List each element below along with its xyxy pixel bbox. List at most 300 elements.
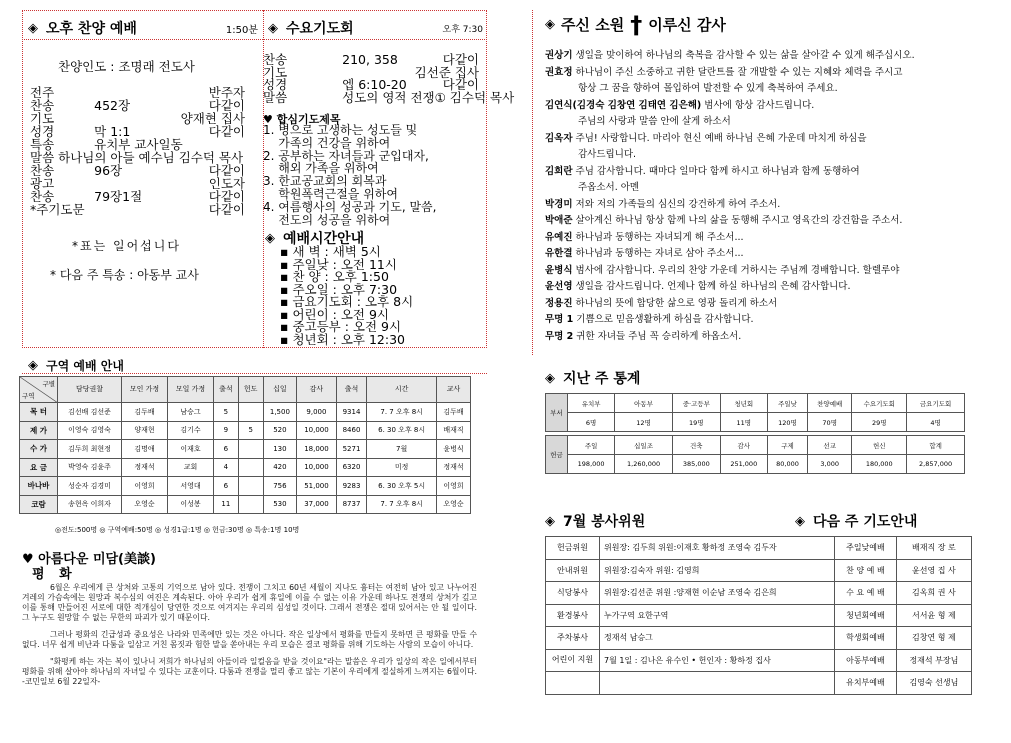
stats-cell: 251,000 bbox=[720, 455, 767, 474]
essay-body bbox=[22, 583, 477, 694]
order-right: 다같이 bbox=[442, 77, 479, 92]
volunteer-row bbox=[546, 627, 972, 650]
stats-cell: 2,857,000 bbox=[907, 455, 965, 474]
topic-line: 전도의 성공을 위하여 bbox=[263, 212, 391, 227]
order-right: 다같이 bbox=[208, 189, 245, 204]
order-label: 찬송 bbox=[30, 189, 55, 204]
topic-line: 학원폭력근절을 위하여 bbox=[263, 186, 398, 201]
zone-cell: 6. 30 오후 5시 bbox=[367, 477, 437, 496]
order-label: 광고 bbox=[30, 176, 55, 191]
essay-heading: ♥ 아름다운 미담(美談) bbox=[22, 552, 156, 567]
zone-col-header: 담당권찰 bbox=[58, 377, 122, 403]
stats-cell: 11명 bbox=[720, 413, 767, 432]
zone-name: 코람 bbox=[20, 495, 58, 514]
volunteer-desc bbox=[600, 672, 835, 695]
nextpray-person: 김창연 형 제 bbox=[896, 627, 971, 650]
stats-cell: 수요기도회 bbox=[852, 394, 907, 413]
zone-cell: 송현옥 이희자 bbox=[58, 495, 122, 514]
order-line bbox=[30, 203, 245, 216]
stats-cell: 6명 bbox=[568, 413, 615, 432]
stats-cell: 80,000 bbox=[767, 455, 807, 474]
stats-cell: 198,000 bbox=[568, 455, 615, 474]
order-label: 찬송 bbox=[263, 52, 288, 67]
order-middle: 452장 bbox=[94, 98, 131, 113]
topic-line: 가족의 건강을 위하여 bbox=[263, 135, 391, 150]
zone-col-header: 감사 bbox=[297, 377, 337, 403]
bullet-icon: ▪ bbox=[280, 331, 293, 347]
zone-row bbox=[20, 421, 471, 440]
zone-cell: 51,000 bbox=[297, 477, 337, 496]
prayer-item bbox=[545, 114, 985, 131]
next-special: * 다음 주 특송 : 아동부 교사 bbox=[50, 268, 199, 282]
prayer-text: 하나님의 뜻에 합당한 삶으로 영광 돌리게 하소서 bbox=[575, 297, 778, 309]
zone-cell: 배재직 bbox=[437, 421, 471, 440]
zone-cell bbox=[238, 403, 263, 422]
prayer-item bbox=[545, 81, 985, 98]
prayer-item bbox=[545, 246, 985, 263]
afternoon-underline bbox=[22, 39, 263, 40]
volunteer-table bbox=[545, 536, 972, 695]
zone-cell: 이영희 bbox=[437, 477, 471, 496]
schedule-text: 청년회 : 오후 12:30 bbox=[292, 331, 405, 347]
schedule-text: 새 벽 : 새벽 5시 bbox=[292, 244, 381, 259]
zone-corner bbox=[20, 377, 58, 403]
zone-name: 바나바 bbox=[20, 477, 58, 496]
prayer-item bbox=[545, 48, 985, 65]
prayer-name: 김희란 bbox=[545, 165, 573, 177]
stats-cell: 청년회 bbox=[720, 394, 767, 413]
stats-cell: 금요기도회 bbox=[907, 394, 965, 413]
prayer-name: 무명 1 bbox=[545, 314, 574, 325]
nextpray-service: 주일낮예배 bbox=[835, 537, 897, 560]
volunteer-role: 식당봉사 bbox=[546, 582, 600, 605]
stats-cell: 찬양예배 bbox=[808, 394, 852, 413]
diamond-icon: ◈ bbox=[268, 20, 278, 36]
prayer-item bbox=[545, 98, 985, 115]
order-right: 다같이 bbox=[208, 98, 245, 113]
order-label: 기도 bbox=[263, 64, 288, 80]
stats-cell: 29명 bbox=[852, 413, 907, 432]
prayer-text: 범사에 감사합니다. 우리의 찬양 가운데 거하시는 주님께 경배합니다. 할렐루야 bbox=[575, 264, 900, 276]
prayer-text: 생일을 맞이하여 하나님의 축복을 감사할 수 있는 삶을 살아갈 수 있게 해주십시오. bbox=[575, 50, 915, 61]
prayer-text: 주님의 사랑과 말씀 안에 살게 하소서 bbox=[578, 116, 731, 127]
prayer-item bbox=[545, 213, 985, 230]
stats-cell: 19명 bbox=[672, 413, 720, 432]
nextpray-service: 찬 양 예 배 bbox=[835, 559, 897, 582]
volunteer-role: 안내위원 bbox=[546, 559, 600, 582]
stats-row bbox=[546, 394, 965, 413]
afternoon-header bbox=[28, 18, 258, 38]
order-label: 특송 bbox=[30, 137, 55, 152]
prayer-text: 기쁨으로 믿음생활하게 하심을 감사합니다. bbox=[576, 314, 754, 325]
zone-cell: 이영숙 김영숙 bbox=[58, 421, 122, 440]
wednesday-title: 수요기도회 bbox=[286, 21, 354, 37]
order-right: 인도자 bbox=[208, 176, 245, 191]
zone-cell: 미정 bbox=[367, 458, 437, 477]
topic-line: 3. 한교공교회의 회복과 bbox=[263, 174, 387, 189]
zone-cell: 8460 bbox=[336, 421, 367, 440]
stand-note: *표는 일어섭니다 bbox=[72, 239, 181, 253]
order-label: 찬송 bbox=[30, 163, 55, 178]
zone-cell bbox=[238, 440, 263, 459]
stats-cell: 유치부 bbox=[568, 394, 615, 413]
stats-cell: 4명 bbox=[907, 413, 965, 432]
stats-cell: 1,260,000 bbox=[615, 455, 673, 474]
prayer-text: 하나님과 동행하는 자녀되게 해 주소서... bbox=[575, 231, 744, 243]
corner-bottom: 구역 bbox=[22, 392, 35, 400]
nextpray-service: 아동부예배 bbox=[835, 649, 897, 672]
zone-cell: 오영순 bbox=[437, 495, 471, 514]
order-label: 전주 bbox=[30, 85, 55, 100]
prayer-topics bbox=[263, 124, 483, 226]
topic-line: 4. 여름행사의 성공과 기도, 말씀, bbox=[263, 199, 437, 214]
volunteer-desc: 위원장:김숙자 위원: 김영희 bbox=[600, 559, 835, 582]
zone-cell: 6 bbox=[213, 440, 238, 459]
prayer-name: 무명 2 bbox=[545, 330, 574, 342]
prayer-title-a: 주신 소원 bbox=[561, 16, 625, 34]
bullet-icon: ▪ bbox=[280, 269, 293, 284]
order-label: 성경 bbox=[30, 124, 55, 139]
zone-cell: 18,000 bbox=[297, 440, 337, 459]
prayer-text: 생일을 감사드립니다. 언제나 함께 하실 하나님의 은혜 감사합니다. bbox=[575, 281, 851, 292]
topic-line: 2. 공부하는 자녀들과 군입대자, bbox=[263, 148, 429, 163]
stats-cell: 감사 bbox=[720, 436, 767, 455]
volunteer-role: 주차봉사 bbox=[546, 627, 600, 650]
prayer-name: 유예진 bbox=[545, 231, 573, 243]
zone-cell: 9314 bbox=[336, 403, 367, 422]
order-middle: 유치부 교사일동 bbox=[94, 137, 183, 152]
order-middle: 79장1절 bbox=[94, 189, 143, 204]
prayer-item bbox=[545, 263, 985, 280]
afternoon-time: 1:50분 bbox=[225, 24, 258, 36]
topics-title: ♥ 합심기도제목 bbox=[263, 113, 341, 126]
zone-cell: 7. 7 오후 8시 bbox=[367, 495, 437, 514]
diamond-icon: ◈ bbox=[545, 17, 555, 32]
zone-col-header: 모인 가정 bbox=[122, 377, 168, 403]
volunteer-desc: 위원장: 김두희 위원:이재호 황하정 조영숙 김두자 bbox=[600, 537, 835, 560]
prayer-item bbox=[545, 180, 985, 197]
zone-cell: 교회 bbox=[168, 458, 214, 477]
order-label: 성경 bbox=[263, 77, 288, 92]
prayer-text: 항상 그 꿈을 향하여 몰입하여 발전할 수 있게 축복하여 주세요. bbox=[578, 83, 838, 94]
prayer-name: 권효정 bbox=[545, 66, 573, 78]
volunteer-desc: 정재석 남승그 bbox=[600, 627, 835, 650]
stats-cell: 아동부 bbox=[615, 394, 673, 413]
zone-col-header: 시간 bbox=[367, 377, 437, 403]
diamond-icon: ◈ bbox=[28, 358, 38, 373]
order-right: 다같이 bbox=[442, 52, 479, 67]
volunteer-role: 어린이 지원 bbox=[546, 649, 600, 672]
afternoon-leader: 찬양인도 : 조명래 전도사 bbox=[58, 59, 195, 74]
prayer-title-b: 이루신 감사 bbox=[648, 16, 726, 34]
zone-cell bbox=[238, 495, 263, 514]
order-right: 다같이 bbox=[208, 163, 245, 178]
stats-cell: 385,000 bbox=[672, 455, 720, 474]
zone-cell: 양재현 bbox=[122, 421, 168, 440]
schedule-text: 어린이 : 오전 9시 bbox=[292, 306, 389, 322]
stats-row bbox=[546, 436, 965, 455]
prayer-item bbox=[545, 279, 985, 296]
zone-cell: 김선배 김선준 bbox=[58, 403, 122, 422]
zone-cell: 5271 bbox=[336, 440, 367, 459]
wednesday-underline bbox=[263, 39, 487, 40]
nextpray-service: 청년회예배 bbox=[835, 604, 897, 627]
nextpray-person: 배재직 장 로 bbox=[896, 537, 971, 560]
zone-cell: 6320 bbox=[336, 458, 367, 477]
stats-cell: 주일 bbox=[568, 436, 615, 455]
order-middle: 성도의 영적 전쟁① 김수덕 목사 bbox=[342, 89, 515, 105]
diamond-icon: ◈ bbox=[28, 20, 38, 36]
volunteer-row bbox=[546, 672, 972, 695]
volunteer-title: 7월 봉사위원 bbox=[563, 514, 646, 530]
nextpray-service: 유치부예배 bbox=[835, 672, 897, 695]
order-middle bbox=[54, 86, 209, 99]
zone-cell: 이영희 bbox=[122, 477, 168, 496]
corner-top: 구별 bbox=[42, 380, 55, 388]
prayer-item bbox=[545, 197, 985, 214]
zone-cell: 박영숙 김윤주 bbox=[58, 458, 122, 477]
volunteer-header bbox=[545, 511, 645, 531]
essay-subheading: 평 화 bbox=[32, 567, 77, 582]
zone-cell: 김두희 최현정 bbox=[58, 440, 122, 459]
stats-label: 헌금 bbox=[546, 436, 568, 474]
nextpray-person: 김옥희 권 사 bbox=[896, 582, 971, 605]
order-right: 다같이 bbox=[208, 124, 245, 139]
stats-cell: 헌신 bbox=[852, 436, 907, 455]
diamond-icon: ◈ bbox=[265, 230, 275, 246]
zone-cell: 4 bbox=[213, 458, 238, 477]
volunteer-role: 환경봉사 bbox=[546, 604, 600, 627]
bullet-icon: ▪ bbox=[280, 281, 293, 297]
stats-cell: 구제 bbox=[767, 436, 807, 455]
zone-row bbox=[20, 495, 471, 514]
order-middle bbox=[85, 203, 209, 216]
order-right: 양재현 집사 bbox=[180, 111, 245, 126]
prayer-text: 주님! 사랑합니다. 마리아 현신 예배 하나님 은혜 가운데 마치게 하심을 bbox=[575, 132, 867, 144]
zone-name: 요 금 bbox=[20, 458, 58, 477]
prayer-item bbox=[545, 230, 985, 247]
zone-row bbox=[20, 403, 471, 422]
zone-underline bbox=[22, 373, 487, 374]
zone-cell: 9283 bbox=[336, 477, 367, 496]
nextpray-header bbox=[795, 511, 917, 531]
schedule-text: 주오일 : 오후 7:30 bbox=[292, 281, 398, 297]
topic-line: 해외 가족을 위하여 bbox=[263, 161, 379, 176]
zone-cell: 130 bbox=[263, 440, 297, 459]
stats-cell: 중·고등부 bbox=[672, 394, 720, 413]
zone-cell: 9 bbox=[213, 421, 238, 440]
stats-cell: 십일조 bbox=[615, 436, 673, 455]
stats-row bbox=[546, 455, 965, 474]
prayer-name: 윤선영 bbox=[545, 281, 573, 292]
prayer-name: 권상기 bbox=[545, 50, 573, 61]
zone-cell: 530 bbox=[263, 495, 297, 514]
prayer-text: 주옵소서. 아멘 bbox=[578, 182, 640, 193]
zone-cell: 520 bbox=[263, 421, 297, 440]
zone-title: 구역 예배 안내 bbox=[46, 359, 124, 373]
zone-cell: 10,000 bbox=[297, 421, 337, 440]
stats-cell: 합계 bbox=[907, 436, 965, 455]
prayer-header bbox=[545, 10, 726, 39]
order-right: 다같이 bbox=[208, 202, 245, 217]
volunteer-desc: 위원장:김선준 위원 :양재현 이순남 조영숙 김은희 bbox=[600, 582, 835, 605]
zone-cell: 1,500 bbox=[263, 403, 297, 422]
stats-cell: 120명 bbox=[767, 413, 807, 432]
zone-cell: 이성봉 bbox=[168, 495, 214, 514]
zone-header bbox=[28, 357, 124, 374]
zone-cell: 37,000 bbox=[297, 495, 337, 514]
zone-cell: 남승그 bbox=[168, 403, 214, 422]
zone-col-header: 헌도 bbox=[238, 377, 263, 403]
zone-cell: 5 bbox=[213, 403, 238, 422]
diamond-icon: ◈ bbox=[545, 513, 555, 529]
volunteer-desc: 누가구역 요한구역 bbox=[600, 604, 835, 627]
stats-header bbox=[545, 368, 640, 388]
zone-col-header: 십일 bbox=[263, 377, 297, 403]
prayer-item bbox=[545, 147, 985, 164]
stats-title: 지난 주 통계 bbox=[563, 371, 641, 387]
stats-cell: 3,000 bbox=[808, 455, 852, 474]
zone-cell: 김명애 bbox=[122, 440, 168, 459]
zone-row bbox=[20, 440, 471, 459]
zone-cell: 8737 bbox=[336, 495, 367, 514]
prayer-item bbox=[545, 296, 985, 313]
zone-cell: 이재호 bbox=[168, 440, 214, 459]
prayer-text: 저와 저의 가족들의 심신의 강건하게 하여 주소서. bbox=[575, 198, 781, 210]
zone-cell: 김두배 bbox=[437, 403, 471, 422]
topic-line: 1. 병으로 고생하는 성도들 및 bbox=[263, 123, 418, 137]
zone-cell: 정재석 bbox=[122, 458, 168, 477]
zone-cell: 오영순 bbox=[122, 495, 168, 514]
prayer-name: 박경미 bbox=[545, 198, 573, 210]
prayer-list bbox=[545, 48, 985, 345]
order-middle: 96장 bbox=[94, 163, 123, 178]
zone-footer: ◎전도:500명 ◎ 구역예배:50명 ◎ 성경1급:1명 ◎ 헌금:30명 ◎ 특송:1명 10명 bbox=[55, 526, 300, 534]
order-right: 김선준 집사 bbox=[414, 64, 479, 80]
wednesday-order bbox=[263, 52, 515, 105]
prayer-name: 정용진 bbox=[545, 297, 573, 309]
prayer-text: 범사에 항상 감사드립니다. bbox=[704, 99, 815, 111]
zone-col-header: 교사 bbox=[437, 377, 471, 403]
zone-cell: 김두배 bbox=[122, 403, 168, 422]
volunteer-row bbox=[546, 604, 972, 627]
wednesday-header bbox=[268, 18, 483, 38]
nextpray-person: 서서윤 형 제 bbox=[896, 604, 971, 627]
prayer-item bbox=[545, 131, 985, 148]
zone-cell bbox=[238, 458, 263, 477]
order-label: 말씀 하나님의 아들 예수님 김수덕 목사 bbox=[30, 150, 244, 165]
stats-cell: 선교 bbox=[808, 436, 852, 455]
nextpray-person: 정재석 부장님 bbox=[896, 649, 971, 672]
zone-cell: 9,000 bbox=[297, 403, 337, 422]
volunteer-role: 헌금위원 bbox=[546, 537, 600, 560]
zone-cell: 성순자 김경미 bbox=[58, 477, 122, 496]
bullet-icon: ▪ bbox=[280, 306, 293, 322]
volunteer-row bbox=[546, 649, 972, 672]
nextpray-person: 윤선영 집 사 bbox=[896, 559, 971, 582]
zone-cell: 6 bbox=[213, 477, 238, 496]
order-label: 찬송 bbox=[30, 98, 55, 113]
order-right: 반주자 bbox=[208, 85, 245, 100]
stats-label: 부서 bbox=[546, 394, 568, 432]
stats-cell: 건축 bbox=[672, 436, 720, 455]
zone-col-header: 출석 bbox=[213, 377, 238, 403]
zone-cell bbox=[238, 477, 263, 496]
cross-icon: † bbox=[630, 10, 643, 39]
bullet-icon: ▪ bbox=[280, 256, 293, 272]
order-label: *주기도문 bbox=[30, 202, 85, 217]
schedule-text: 주일낮 : 오전 11시 bbox=[292, 256, 397, 272]
zone-cell: 10,000 bbox=[297, 458, 337, 477]
prayer-text: 하나님이 주신 소중하고 귀한 달란트를 잘 개발할 수 있는 지혜와 체력을 주시고 bbox=[575, 66, 903, 78]
zone-cell: 7월 bbox=[367, 440, 437, 459]
nextpray-service: 학생회예배 bbox=[835, 627, 897, 650]
order-middle: 막 1:1 bbox=[94, 124, 131, 139]
order-label: 말씀 bbox=[263, 89, 288, 105]
volunteer-role bbox=[546, 672, 600, 695]
prayer-text: 살아계신 하나님 항상 함께 나의 삶을 동행해 주시고 영육간의 강건함을 주소서. bbox=[575, 215, 903, 226]
prayer-name: 유한결 bbox=[545, 248, 573, 259]
column-divider bbox=[532, 10, 533, 355]
zone-cell: 서영대 bbox=[168, 477, 214, 496]
stats-cell: 180,000 bbox=[852, 455, 907, 474]
diamond-icon: ◈ bbox=[545, 370, 555, 386]
nextpray-service: 수 요 예 배 bbox=[835, 582, 897, 605]
nextpray-title: 다음 주 기도안내 bbox=[813, 514, 918, 530]
essay-paragraph: "화평케 하는 자는 복이 있나니 저희가 하나님의 아들이라 일컬음을 받을 것이요"라는 말씀은 우리가 일상의 작은 일에서부터 평화를 위해 살아야 하나님의 자녀일 수 있다는 교훈이다. 다툼과 전쟁을 멀리 좋고 않는 기본이 우리에게 절실하게 느껴지는 6월이다. -코민일보 6월 22일자- bbox=[22, 657, 477, 686]
stats-table bbox=[545, 393, 965, 474]
prayer-item bbox=[545, 65, 985, 82]
prayer-item bbox=[545, 329, 985, 346]
stats-cell: 주일낮 bbox=[767, 394, 807, 413]
prayer-text: 주님 감사합니다. 때마다 일마다 함께 하시고 하나님과 함께 동행하여 bbox=[575, 165, 860, 177]
volunteer-desc: 7월 1일 : 김나은 유수인 • 헌인자 : 황하정 집사 bbox=[600, 649, 835, 672]
stats-cell: 12명 bbox=[615, 413, 673, 432]
essay-paragraph: 6월은 우리에게 큰 상처와 고통의 기억으로 남아 있다. 전쟁이 그치고 60년 세월이 지나도 흉터는 여전히 남아 있고 나누어진 겨레의 가슴속에는 원망과 복수심의 여진은 계속된다. 아아 우리가 쉽게 휴일에 이를 수 없는 이유 가운데 하나도 전쟁의 상처가 깊고 이를 통해 만들어진 서로에 대한 적개심이 당연한 것으로 여겨지는 우리의 심성일 것이다. 그래서 전쟁은 절대 있어서는 안 될 일이다. 그 누구도 원망할 수 없는 무한의 파괴가 있기 때문이다. bbox=[22, 583, 477, 622]
prayer-text: 감사드립니다. bbox=[578, 149, 637, 160]
nextpray-person: 김영숙 선생님 bbox=[896, 672, 971, 695]
prayer-item bbox=[545, 164, 985, 181]
prayer-name: 박애준 bbox=[545, 215, 573, 226]
volunteer-row bbox=[546, 537, 972, 560]
schedule-text: 중고등부 : 오전 9시 bbox=[292, 319, 402, 334]
prayer-text: 하나님과 동행하는 자녀로 삼아 주소서... bbox=[575, 248, 744, 259]
prayer-text: 귀한 자녀들 주님 꼭 승리하게 하옵소서. bbox=[576, 330, 742, 342]
bullet-icon: ▪ bbox=[280, 244, 293, 259]
zone-table bbox=[19, 376, 471, 514]
schedule-item bbox=[280, 331, 480, 347]
volunteer-row bbox=[546, 582, 972, 605]
zone-name: 목 터 bbox=[20, 403, 58, 422]
wednesday-time: 오후 7:30 bbox=[442, 24, 483, 35]
diamond-icon: ◈ bbox=[795, 513, 805, 529]
zone-name: 수 가 bbox=[20, 440, 58, 459]
schedule-title: 예배시간안내 bbox=[283, 231, 365, 247]
schedule-text: 금요기도회 : 오후 8시 bbox=[292, 294, 414, 309]
prayer-item bbox=[545, 312, 985, 329]
zone-cell: 7. 7 오후 8시 bbox=[367, 403, 437, 422]
prayer-name: 윤병식 bbox=[545, 264, 573, 276]
afternoon-order bbox=[30, 86, 245, 216]
zone-cell: 756 bbox=[263, 477, 297, 496]
zone-row bbox=[20, 458, 471, 477]
prayer-name: 김연식(김경숙 김창연 김태연 김은해) bbox=[545, 99, 702, 111]
bullet-icon: ▪ bbox=[280, 294, 293, 309]
schedule-list bbox=[280, 246, 480, 346]
schedule-text: 찬 양 : 오후 1:50 bbox=[292, 269, 389, 284]
zone-cell: 5 bbox=[238, 421, 263, 440]
essay-paragraph: 그러나 평화의 긴급성과 중요성은 나라와 민족에만 있는 것은 아니다. 작은 일상에서 평화를 만들지 못하면 큰 평화를 만들 수 없다. 너무 쉽게 비난과 다툼을 일삼고 거친 몸짓과 험한 말을 쏟아내는 우리 모습은 결코 평화를 위해 기도하는 사람의 모습이 아니다. bbox=[22, 630, 477, 649]
